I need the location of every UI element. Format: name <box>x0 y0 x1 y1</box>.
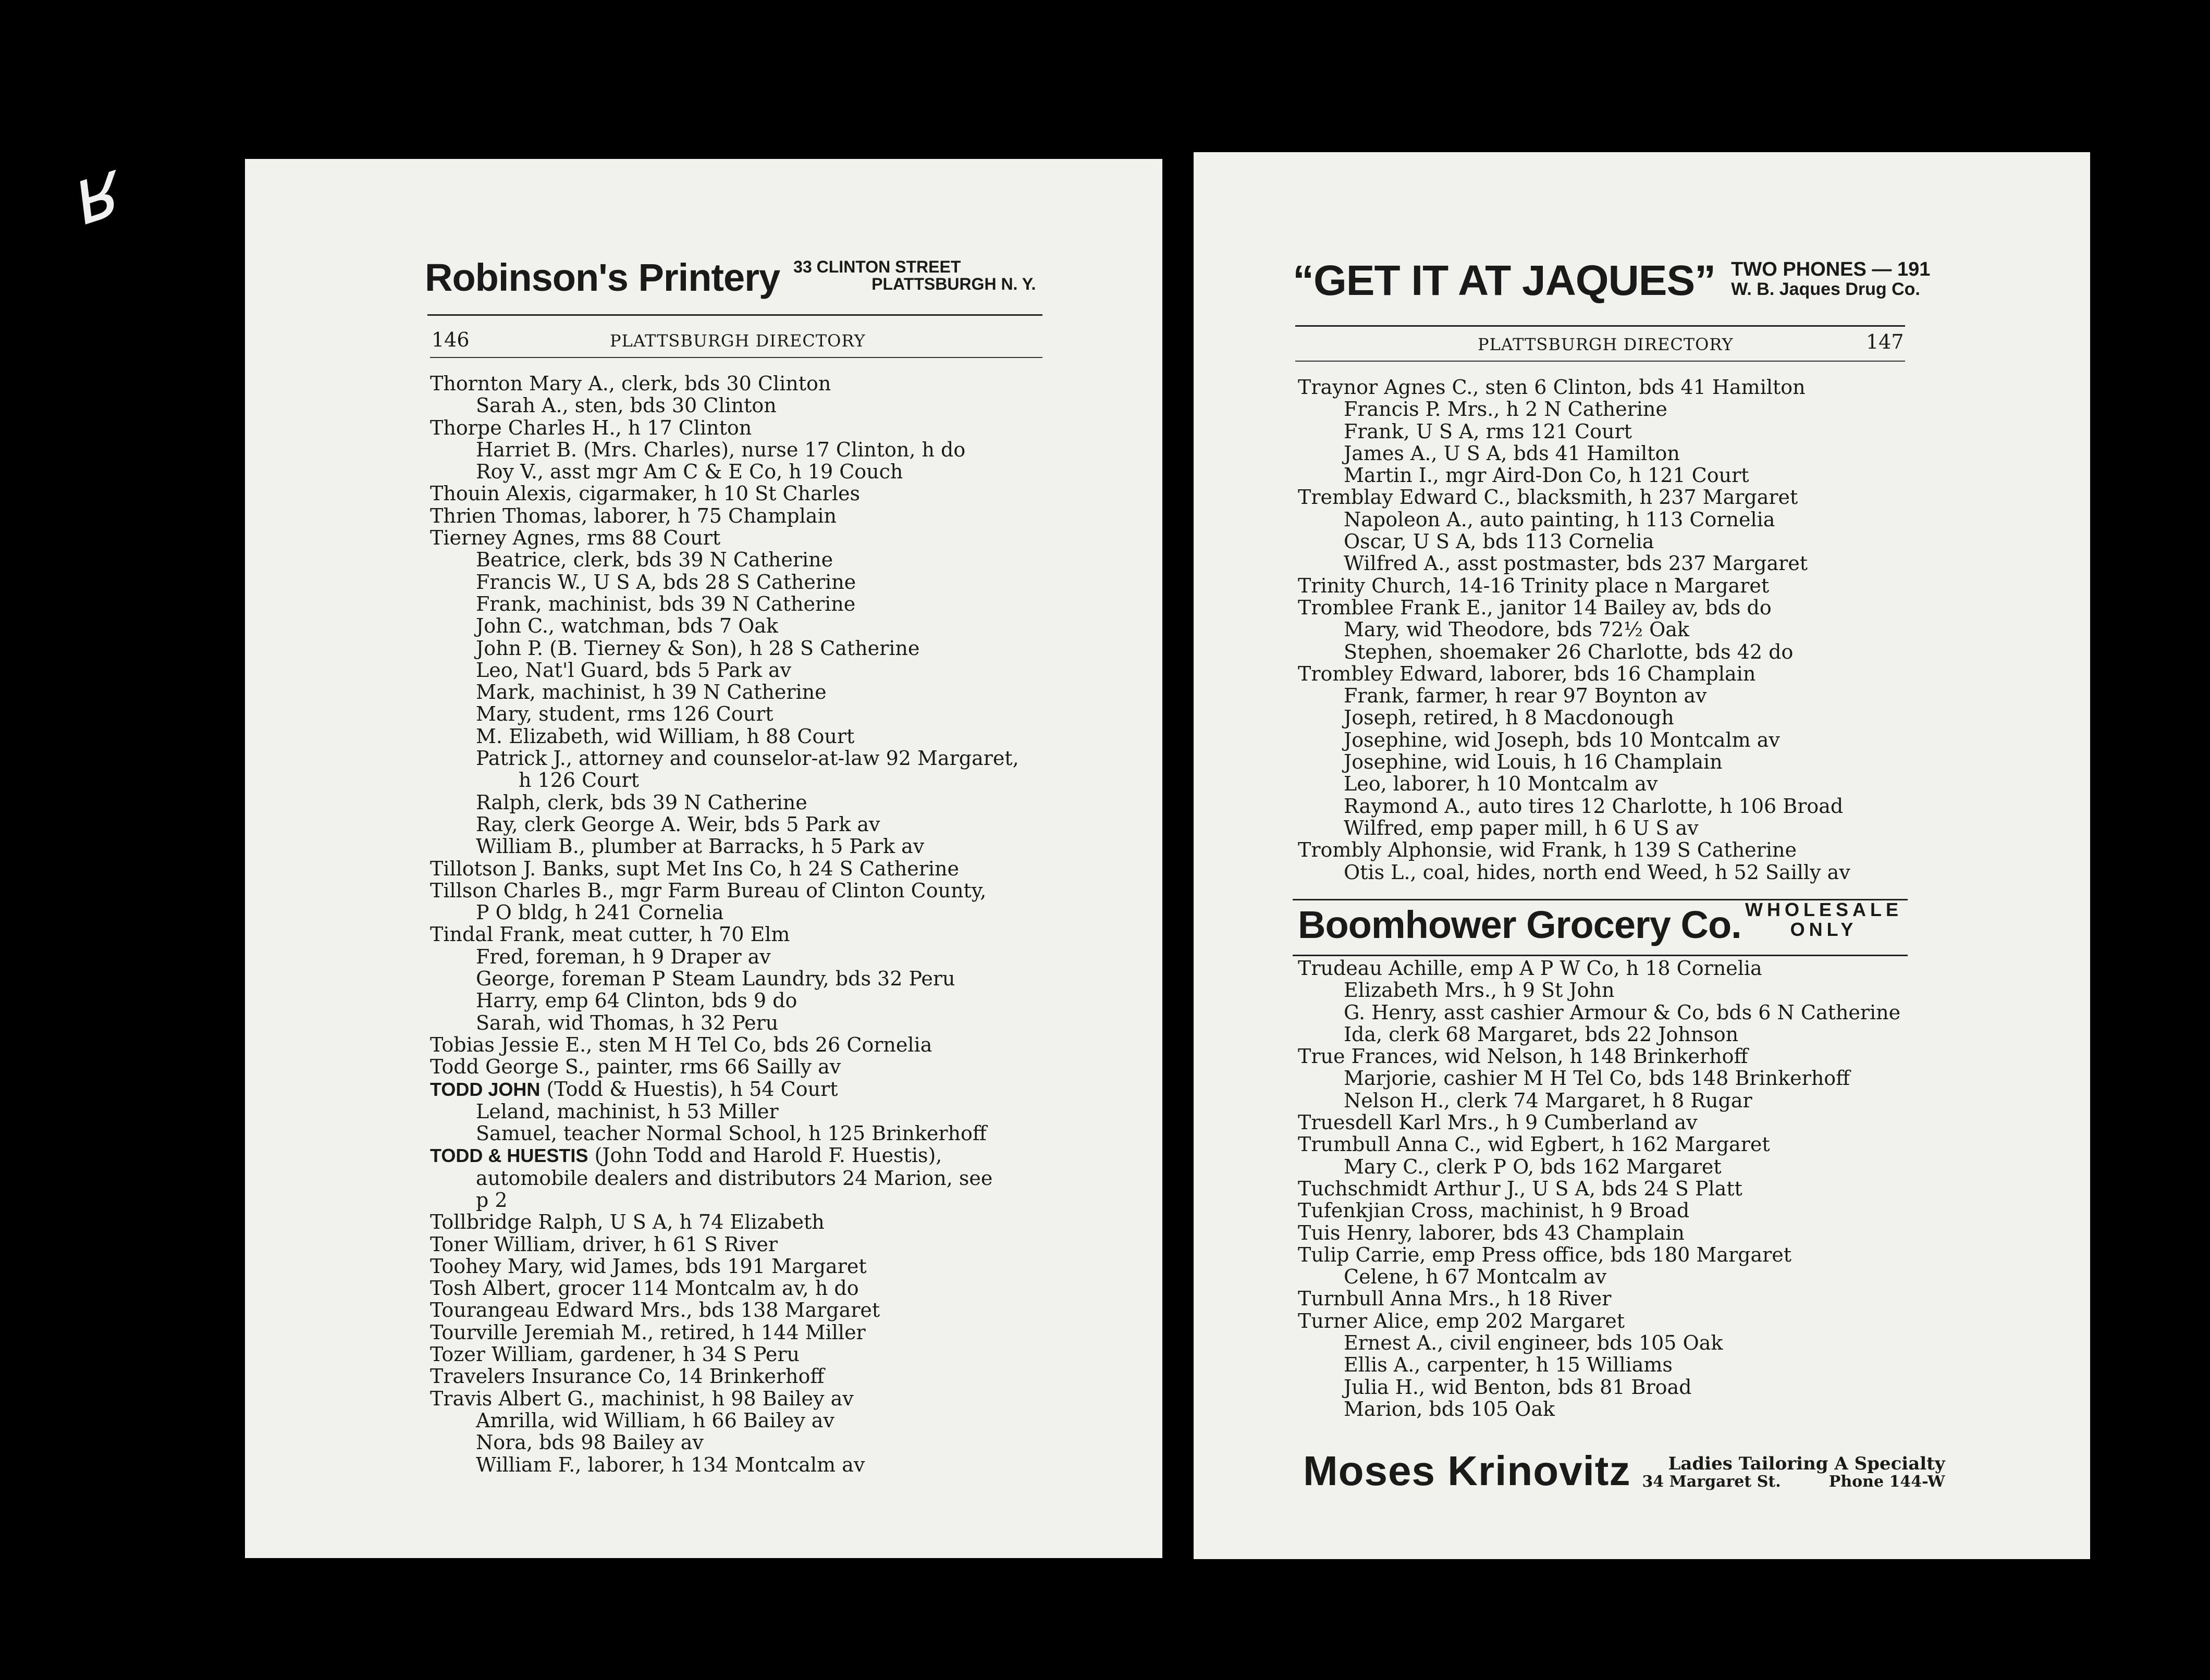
entry-text: Amrilla, wid William, h 66 Bailey av <box>476 1409 834 1432</box>
entry-text: (John Todd and Harold F. Huestis), <box>588 1144 942 1167</box>
directory-entry <box>430 615 1019 637</box>
entry-text: Tuchschmidt Arthur J., U S A, bds 24 S Platt <box>1298 1177 1742 1200</box>
entry-text: Tromblee Frank E., janitor 14 Bailey av, bds do <box>1298 596 1772 619</box>
directory-entry <box>1298 773 1850 795</box>
ad-phones <box>1731 260 1930 299</box>
entry-text: Tillson Charles B., mgr Farm Bureau of Clinton County, <box>430 879 987 902</box>
ad-business-name: Robinson's Printery <box>425 256 780 299</box>
entry-text: Marion, bds 105 Oak <box>1344 1397 1555 1420</box>
directory-entry <box>1298 1045 1900 1067</box>
directory-entry <box>1298 663 1850 685</box>
entry-text: Truesdell Karl Mrs., h 9 Cumberland av <box>1298 1111 1698 1134</box>
entry-text: Marjorie, cashier M H Tel Co, bds 148 Brinkerhoff <box>1344 1067 1850 1090</box>
directory-entry <box>1298 1178 1900 1200</box>
grocery-ad-bottom-rule <box>1293 955 1908 956</box>
directory-entry <box>1298 1354 1900 1376</box>
entry-text: Stephen, shoemaker 26 Charlotte, bds 42 do <box>1344 640 1794 663</box>
entry-text: Turner Alice, emp 202 Margaret <box>1298 1309 1625 1332</box>
entry-text: Sarah A., sten, bds 30 Clinton <box>476 394 777 417</box>
directory-entry <box>1298 552 1850 574</box>
header-rule <box>427 314 1042 316</box>
directory-entry <box>1298 575 1850 597</box>
moses-krinovitz-ad <box>1303 1447 1945 1495</box>
running-head-rule <box>430 357 1042 358</box>
directory-entry <box>430 1144 1019 1167</box>
directory-entry <box>430 923 1019 945</box>
entry-text: Toner William, driver, h 61 S River <box>430 1232 778 1256</box>
directory-entry <box>430 1101 1019 1122</box>
entry-business-name: TODD & HUESTIS <box>430 1145 588 1167</box>
directory-entry <box>1298 1111 1900 1133</box>
entry-text: Turnbull Anna Mrs., h 18 River <box>1298 1287 1612 1311</box>
entry-text: M. Elizabeth, wid William, h 88 Court <box>476 724 855 748</box>
directory-entry <box>430 1277 1019 1299</box>
ad-tailor-details <box>1642 1455 1945 1490</box>
directory-entry <box>1298 957 1900 979</box>
entry-business-name: TODD JOHN <box>430 1078 541 1100</box>
entry-text: Ellis A., carpenter, h 15 Williams <box>1344 1353 1673 1377</box>
directory-entry <box>1298 1200 1900 1221</box>
directory-entry <box>430 1189 1019 1211</box>
entry-text: Todd George S., painter, rms 66 Sailly av <box>430 1055 841 1079</box>
directory-entry <box>430 1431 1019 1453</box>
directory-entry <box>430 417 1019 439</box>
directory-page-right <box>1194 152 2090 1559</box>
handwritten-mark: ʁ <box>65 141 138 242</box>
directory-entry <box>430 1410 1019 1431</box>
directory-entry <box>1298 795 1850 817</box>
entry-text: Elizabeth Mrs., h 9 St John <box>1344 979 1615 1002</box>
entry-text: Harry, emp 64 Clinton, bds 9 do <box>476 989 797 1012</box>
directory-entry <box>1298 1222 1900 1244</box>
directory-entries-left <box>430 373 1019 1476</box>
directory-entry <box>430 1056 1019 1078</box>
directory-entry <box>1298 509 1850 530</box>
running-head: PLATTSBURGH DIRECTORY <box>1478 335 1734 354</box>
ad-only-line: ONLY <box>1790 919 1858 941</box>
entry-text: Josephine, wid Louis, h 16 Champlain <box>1344 750 1723 774</box>
entry-text: Nora, bds 98 Bailey av <box>476 1431 704 1454</box>
directory-entry <box>430 858 1019 880</box>
directory-entry <box>1298 1332 1900 1354</box>
entry-text: Ralph, clerk, bds 39 N Catherine <box>476 790 807 814</box>
directory-entry <box>430 725 1019 747</box>
directory-entry <box>1298 1067 1900 1089</box>
ad-tailor-name: Moses Krinovitz <box>1303 1448 1631 1494</box>
entry-text: Tourangeau Edward Mrs., bds 138 Margaret <box>430 1299 880 1322</box>
entry-text: Thorpe Charles H., h 17 Clinton <box>430 416 752 439</box>
entry-text: Wilfred, emp paper mill, h 6 U S av <box>1344 816 1699 839</box>
entry-text: Tourville Jeremiah M., retired, h 144 Miller <box>430 1320 866 1344</box>
entry-text: Mark, machinist, h 39 N Catherine <box>476 681 827 704</box>
entry-text: Frank, machinist, bds 39 N Catherine <box>476 592 856 615</box>
directory-entry <box>430 880 1019 901</box>
entry-text: True Frances, wid Nelson, h 148 Brinkerhoff <box>1298 1045 1748 1068</box>
directory-entry <box>1298 1376 1900 1398</box>
directory-entry <box>1298 1288 1900 1310</box>
page-number: 147 <box>1866 330 1904 353</box>
entry-text: h 126 Court <box>519 769 640 792</box>
entry-text: Mary, wid Theodore, bds 72½ Oak <box>1344 618 1689 641</box>
directory-entry <box>430 527 1019 549</box>
entry-text: Julia H., wid Benton, bds 81 Broad <box>1344 1375 1692 1399</box>
directory-entry <box>430 439 1019 461</box>
directory-entry <box>430 1388 1019 1410</box>
directory-entry <box>1298 1266 1900 1288</box>
entry-text: Ernest A., civil engineer, bds 105 Oak <box>1344 1331 1723 1355</box>
directory-entry <box>430 1122 1019 1144</box>
entry-text: Ida, clerk 68 Margaret, bds 22 Johnson <box>1344 1022 1739 1046</box>
directory-entry <box>1298 751 1850 773</box>
directory-entry <box>430 901 1019 923</box>
entry-text: Tierney Agnes, rms 88 Court <box>430 526 721 550</box>
directory-entry <box>1298 486 1850 508</box>
directory-entry <box>1298 729 1850 751</box>
directory-entry <box>1298 442 1850 464</box>
entry-text: Josephine, wid Joseph, bds 10 Montcalm av <box>1344 728 1780 751</box>
entry-text: Travis Albert G., machinist, h 98 Bailey av <box>430 1387 854 1410</box>
directory-entry <box>430 394 1019 416</box>
entry-text: William B., plumber at Barracks, h 5 Park av <box>476 835 925 858</box>
directory-entry <box>430 703 1019 725</box>
directory-entry <box>1298 641 1850 663</box>
entry-text: Napoleon A., auto painting, h 113 Cornelia <box>1344 508 1775 531</box>
directory-entry <box>430 505 1019 527</box>
robinsons-printery-ad <box>425 255 1036 300</box>
directory-entry <box>430 1167 1019 1189</box>
entry-text: Thornton Mary A., clerk, bds 30 Clinton <box>430 372 831 395</box>
entry-text: Tindal Frank, meat cutter, h 70 Elm <box>430 923 790 946</box>
ad-address-line1: 33 CLINTON STREET <box>793 257 961 276</box>
directory-entry <box>430 1255 1019 1277</box>
directory-entry <box>1298 421 1850 442</box>
entry-text: Francis W., U S A, bds 28 S Catherine <box>476 570 856 594</box>
entry-text: Frank, U S A, rms 121 Court <box>1344 419 1632 443</box>
entry-text: James A., U S A, bds 41 Hamilton <box>1344 441 1680 465</box>
entry-text: Ray, clerk George A. Weir, bds 5 Park av <box>476 812 880 836</box>
directory-entry <box>430 1012 1019 1034</box>
entry-text: Harriet B. (Mrs. Charles), nurse 17 Clinton, h do <box>476 438 966 461</box>
entry-text: Tremblay Edward C., blacksmith, h 237 Margaret <box>1298 486 1798 509</box>
directory-entry <box>430 571 1019 593</box>
entry-text: (Todd & Huestis), h 54 Court <box>540 1077 838 1101</box>
ad-address-line2: PLATTSBURGH N. Y. <box>871 275 1036 294</box>
entry-text: Tuis Henry, laborer, bds 43 Champlain <box>1298 1221 1685 1244</box>
directory-entry <box>430 1299 1019 1321</box>
entry-text: Otis L., coal, hides, north end Weed, h 52 Sailly av <box>1344 860 1850 884</box>
entry-text: Traynor Agnes C., sten 6 Clinton, bds 41 Hamilton <box>1298 376 1806 399</box>
entry-text: Francis P. Mrs., h 2 N Catherine <box>1344 398 1667 421</box>
entry-text: William F., laborer, h 134 Montcalm av <box>476 1453 865 1476</box>
directory-entry <box>430 1343 1019 1365</box>
directory-entry <box>1298 1244 1900 1266</box>
entry-text: Samuel, teacher Normal School, h 125 Brinkerhoff <box>476 1122 987 1145</box>
directory-entry <box>430 1365 1019 1387</box>
directory-entry <box>430 483 1019 504</box>
directory-entry <box>430 1321 1019 1343</box>
entry-text: Trombly Alphonsie, wid Frank, h 139 S Catherine <box>1298 838 1797 862</box>
directory-entry <box>430 792 1019 813</box>
header-rule <box>1295 325 1905 327</box>
entry-text: Leo, Nat'l Guard, bds 5 Park av <box>476 658 792 682</box>
directory-entry <box>430 835 1019 857</box>
directory-entries-right-a <box>1298 376 1850 883</box>
entry-text: Frank, farmer, h rear 97 Boynton av <box>1344 684 1707 708</box>
ad-wholesale-line: WHOLESALE <box>1745 899 1902 921</box>
directory-entry <box>430 946 1019 968</box>
directory-entry <box>1298 1398 1900 1420</box>
directory-entry <box>1298 861 1850 883</box>
entry-text: Tulip Carrie, emp Press office, bds 180 Margaret <box>1298 1243 1792 1266</box>
directory-entry <box>430 1034 1019 1056</box>
entry-text: Patrick J., attorney and counselor-at-law 92 Margaret, <box>476 747 1019 770</box>
ad-address <box>793 258 1036 293</box>
running-head: PLATTSBURGH DIRECTORY <box>610 331 866 351</box>
entry-text: Oscar, U S A, bds 113 Cornelia <box>1344 530 1654 553</box>
directory-entry <box>430 968 1019 990</box>
directory-entry <box>1298 464 1850 486</box>
directory-entry <box>430 373 1019 394</box>
directory-entries-right-b <box>1298 957 1900 1420</box>
entry-text: Sarah, wid Thomas, h 32 Peru <box>476 1011 779 1034</box>
directory-entry <box>1298 1133 1900 1155</box>
directory-entry <box>1298 1023 1900 1045</box>
directory-entry <box>430 990 1019 1011</box>
entry-text: Beatrice, clerk, bds 39 N Catherine <box>476 548 833 572</box>
ad-wholesale <box>1745 900 1902 940</box>
entry-text: Roy V., asst mgr Am C & E Co, h 19 Couch <box>476 460 903 484</box>
entry-text: p 2 <box>476 1188 508 1212</box>
ad-grocery-name: Boomhower Grocery Co. <box>1298 903 1741 946</box>
entry-text: Trumbull Anna C., wid Egbert, h 162 Margaret <box>1298 1133 1770 1156</box>
entry-text: Trinity Church, 14-16 Trinity place n Margaret <box>1298 574 1770 597</box>
directory-entry <box>430 769 1019 791</box>
entry-text: Thouin Alexis, cigarmaker, h 10 St Charles <box>430 482 861 505</box>
directory-entry <box>430 461 1019 483</box>
entry-text: Leland, machinist, h 53 Miller <box>476 1100 779 1123</box>
entry-text: Fred, foreman, h 9 Draper av <box>476 945 771 968</box>
ad-tailor-specialty: Ladies Tailoring A Specialty <box>1668 1453 1945 1474</box>
jaques-drug-ad <box>1293 256 1930 305</box>
entry-text: Joseph, retired, h 8 Macdonough <box>1344 706 1674 730</box>
directory-entry <box>430 1454 1019 1476</box>
entry-text: Tobias Jessie E., sten M H Tel Co, bds 26 Cornelia <box>430 1033 932 1056</box>
directory-entry <box>430 593 1019 615</box>
boomhower-grocery-ad <box>1298 899 1908 947</box>
entry-text: Tollbridge Ralph, U S A, h 74 Elizabeth <box>430 1210 825 1234</box>
entry-text: John C., watchman, bds 7 Oak <box>476 614 778 638</box>
entry-text: Tillotson J. Banks, supt Met Ins Co, h 24 S Catherine <box>430 857 959 880</box>
entry-text: Raymond A., auto tires 12 Charlotte, h 106 Broad <box>1344 794 1844 818</box>
directory-entry <box>430 549 1019 571</box>
entry-text: automobile dealers and distributors 24 Marion, see <box>476 1166 993 1190</box>
directory-entry <box>430 813 1019 835</box>
directory-entry <box>1298 979 1900 1001</box>
entry-text: Trombley Edward, laborer, bds 16 Champlain <box>1298 662 1756 685</box>
entry-text: Wilfred A., asst postmaster, bds 237 Margaret <box>1344 552 1808 575</box>
entry-text: Martin I., mgr Aird-Don Co, h 121 Court <box>1344 464 1749 487</box>
entry-text: Celene, h 67 Montcalm av <box>1344 1265 1607 1289</box>
directory-entry <box>430 1211 1019 1233</box>
entry-text: Mary, student, rms 126 Court <box>476 702 774 726</box>
directory-entry <box>1298 1090 1900 1111</box>
directory-entry <box>430 637 1019 659</box>
running-head-rule <box>1295 361 1905 362</box>
entry-text: Leo, laborer, h 10 Montcalm av <box>1344 772 1658 796</box>
entry-text: Tozer William, gardener, h 34 S Peru <box>430 1343 800 1366</box>
directory-entry <box>1298 1002 1900 1023</box>
entry-text: Trudeau Achille, emp A P W Co, h 18 Cornelia <box>1298 957 1762 980</box>
directory-entry <box>1298 685 1850 707</box>
directory-entry <box>430 1233 1019 1255</box>
directory-entry <box>1298 619 1850 640</box>
directory-entry <box>1298 398 1850 420</box>
ad-slogan: “GET IT AT JAQUES” <box>1293 257 1716 304</box>
entry-text: Tufenkjian Cross, machinist, h 9 Broad <box>1298 1199 1690 1222</box>
ad-phones-line: TWO PHONES — 191 <box>1731 258 1931 281</box>
directory-entry <box>430 681 1019 703</box>
directory-entry <box>1298 1156 1900 1178</box>
entry-text: John P. (B. Tierney & Son), h 28 S Catherine <box>476 636 920 660</box>
directory-entry <box>1298 376 1850 398</box>
page-number: 146 <box>432 328 470 351</box>
directory-entry <box>1298 530 1850 552</box>
entry-text: Thrien Thomas, laborer, h 75 Champlain <box>430 504 837 527</box>
entry-text: Toohey Mary, wid James, bds 191 Margaret <box>430 1254 867 1278</box>
entry-text: George, foreman P Steam Laundry, bds 32 Peru <box>476 967 955 991</box>
ad-tailor-contact <box>1642 1474 1945 1490</box>
directory-entry <box>430 1078 1019 1101</box>
entry-text: P O bldg, h 241 Cornelia <box>476 901 724 924</box>
entry-text: Tosh Albert, grocer 114 Montcalm av, h do <box>430 1277 859 1300</box>
ad-company-line: W. B. Jaques Drug Co. <box>1731 279 1920 300</box>
entry-text: Nelson H., clerk 74 Margaret, h 8 Rugar <box>1344 1089 1752 1112</box>
directory-entry <box>1298 839 1850 861</box>
entry-text: Travelers Insurance Co, 14 Brinkerhoff <box>430 1365 825 1388</box>
directory-entry <box>1298 597 1850 619</box>
ad-tailor-address: 34 Margaret St. <box>1642 1472 1781 1491</box>
ad-tailor-phone: Phone 144-W <box>1828 1472 1945 1491</box>
directory-entry <box>430 659 1019 681</box>
directory-page-left <box>245 159 1162 1558</box>
entry-text: Mary C., clerk P O, bds 162 Margaret <box>1344 1155 1722 1178</box>
directory-entry <box>1298 707 1850 728</box>
entry-text: G. Henry, asst cashier Armour & Co, bds 6 N Catherine <box>1344 1000 1901 1024</box>
directory-entry <box>1298 817 1850 839</box>
directory-entry <box>1298 1310 1900 1332</box>
directory-entry <box>430 747 1019 769</box>
